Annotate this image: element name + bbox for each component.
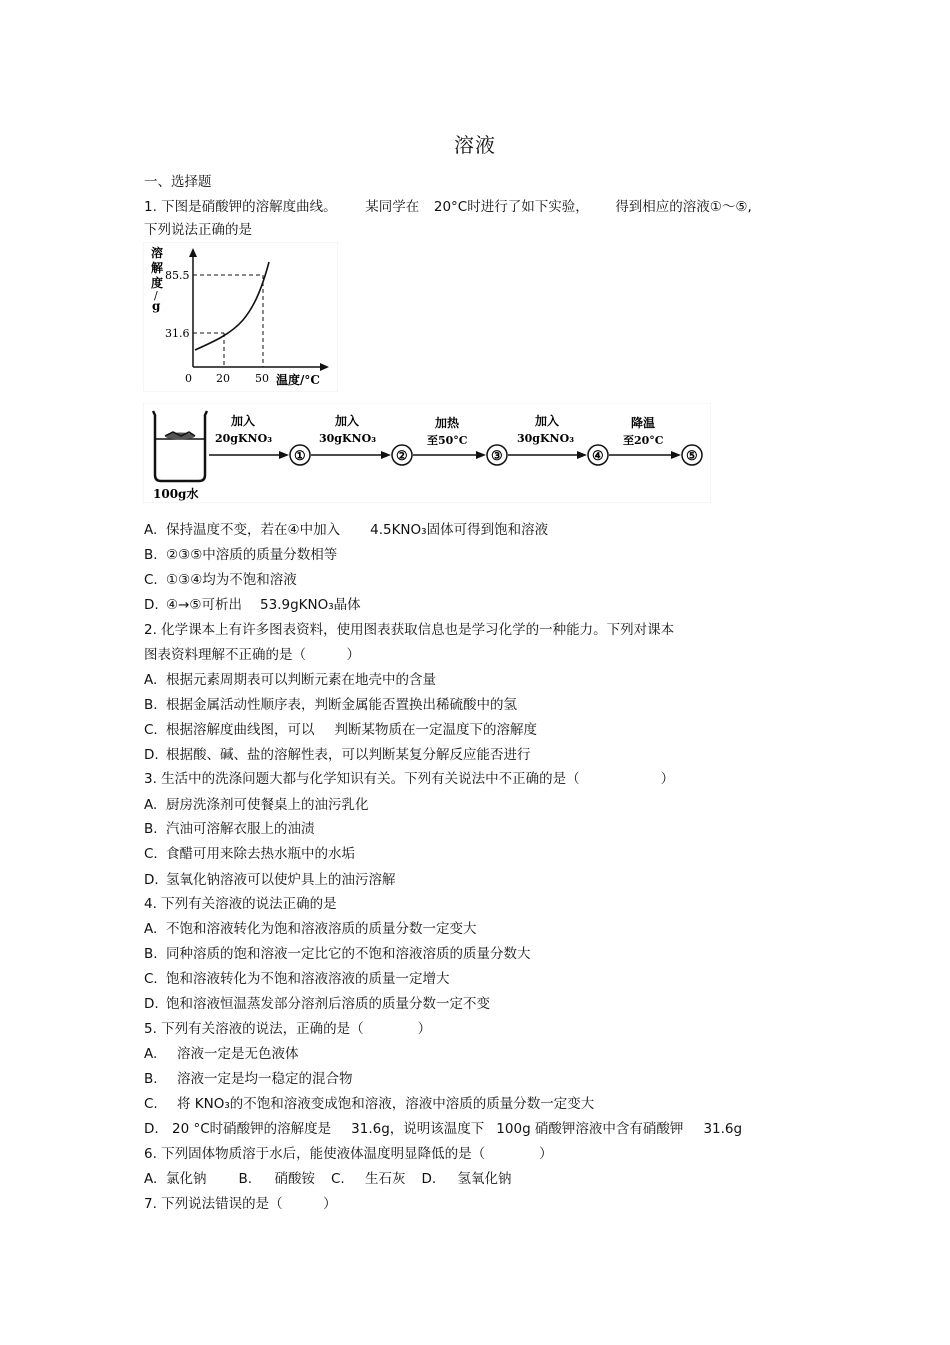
option-letter: B. (238, 1171, 253, 1187)
page-title: 溶液 (454, 133, 496, 157)
option-text: 氢氧化钠 (457, 1171, 512, 1187)
q1-option-b (144, 546, 337, 564)
solution-5: ⑤ (686, 449, 698, 464)
q4-option-b (144, 945, 531, 963)
q2-line1: 2. 化学课本上有许多图表资料，使用图表获取信息也是学习化学的一种能力。下列对课本 (144, 622, 675, 638)
q2-option-c (144, 721, 537, 739)
y-tick-31-6: 31.6 (165, 327, 190, 340)
q2-line2: 图表资料理解不正确的是（ ） (144, 647, 360, 663)
option-letter: D. (144, 747, 159, 763)
option-letter: D. (144, 872, 159, 888)
q3-line1: 3. 生活中的洗涤问题大都与化学知识有关。下列有关说法中不正确的是（ ） (144, 771, 675, 787)
y-label-3: 度 (151, 276, 164, 290)
solution-1: ① (294, 449, 306, 464)
option-text: 氢氧化钠溶液可以使炉具上的油污溶解 (166, 872, 396, 888)
q1-option-c (144, 571, 297, 589)
q1-text-c: 20°C时进行了如下实验， (433, 199, 589, 215)
q7-line1: 7. 下列说法错误的是（ ） (144, 1196, 337, 1212)
option-letter: C. (144, 971, 158, 987)
option-text: 根据酸、碱、盐的溶解性表，可以判断某复分解反应能否进行 (166, 747, 531, 763)
option-text-3: 100g 硝酸钾溶液中含有硝酸钾 (496, 1121, 684, 1137)
solution-2: ② (396, 449, 408, 464)
step5-top: 降温 (631, 416, 656, 430)
option-text: 汽油可溶解衣服上的油渍 (166, 821, 315, 837)
option-text: ①③④均为不饱和溶液 (166, 572, 297, 588)
step1-top: 加入 (231, 414, 256, 428)
q1-line2: 下列说法正确的是 (144, 222, 252, 238)
option-text: ④→⑤可析出 (166, 597, 243, 613)
x-label: 温度/°C (276, 373, 320, 387)
q3-option-c (144, 845, 355, 863)
option-text: 饱和溶液转化为不饱和溶液溶液的质量一定增大 (166, 971, 450, 987)
option-letter: A. (144, 672, 158, 688)
q4-option-c (144, 970, 450, 988)
q4-line1: 4. 下列有关溶液的说法正确的是 (144, 896, 337, 912)
experiment-flow-diagram (143, 403, 711, 503)
option-text: 食醋可用来除去热水瓶中的水垢 (166, 846, 355, 862)
option-text-4: 31.6g (703, 1121, 743, 1137)
q3-option-b (144, 820, 315, 838)
step4-top: 加入 (535, 414, 560, 428)
option-text: 根据金属活动性顺序表，判断金属能否置换出稀硫酸中的氢 (166, 697, 517, 713)
beaker-label: 100g水 (153, 487, 199, 501)
solution-4: ④ (592, 449, 604, 464)
option-letter: A. (144, 522, 158, 538)
q1-text-b: 某同学在 (365, 199, 420, 215)
option-text: ②③⑤中溶质的质量分数相等 (166, 547, 338, 563)
q1-line1 (144, 198, 752, 216)
option-letter: B. (144, 1071, 158, 1087)
solubility-graph (143, 242, 338, 392)
q1-text-d: 得到相应的溶液①～⑤, (615, 199, 752, 215)
option-text-2: 53.9gKNO₃晶体 (260, 597, 361, 613)
option-letter: A. (144, 1046, 158, 1062)
option-letter: C. (331, 1171, 345, 1187)
option-text: 根据溶解度曲线图，可以 (166, 722, 315, 738)
q5-option-b (144, 1070, 353, 1088)
option-letter: B. (144, 697, 158, 713)
y-label-5: g (152, 299, 161, 313)
option-text: 生石灰 (365, 1171, 406, 1187)
x-tick-0: 0 (185, 372, 192, 385)
option-text-2: 4.5KNO₃固体可得到饱和溶液 (370, 522, 549, 538)
step2-bottom: 30gKNO₃ (319, 432, 377, 445)
option-letter: B. (144, 547, 158, 563)
step3-bottom: 至50°C (427, 434, 468, 447)
q4-option-d (144, 995, 490, 1013)
option-text: 溶液一定是均一稳定的混合物 (177, 1071, 353, 1087)
q1-text-a: 1. 下图是硝酸钾的溶解度曲线。 (144, 199, 337, 215)
option-text: 硝酸铵 (274, 1171, 315, 1187)
option-letter: D. (421, 1171, 437, 1187)
x-tick-20: 20 (216, 372, 230, 385)
option-text: 厨房洗涤剂可使餐桌上的油污乳化 (166, 797, 369, 813)
step3-top: 加热 (435, 416, 460, 430)
option-letter: B. (144, 821, 158, 837)
option-text: 氯化钠 (166, 1171, 207, 1187)
q3-option-a (144, 796, 369, 814)
y-label-4: / (154, 289, 158, 302)
q5-option-c (144, 1095, 594, 1113)
option-text: 根据元素周期表可以判断元素在地壳中的含量 (166, 672, 436, 688)
x-tick-50: 50 (255, 372, 269, 385)
step2-top: 加入 (335, 414, 360, 428)
option-text-2: 判断某物质在一定温度下的溶解度 (334, 722, 537, 738)
option-text: 保持温度不变，若在④中加入 (166, 522, 341, 538)
q2-option-d (144, 746, 531, 764)
option-text: 同种溶质的饱和溶液一定比它的不饱和溶液溶质的质量分数大 (166, 946, 531, 962)
q1-option-d (144, 596, 361, 614)
q5-option-d (144, 1120, 742, 1138)
q2-option-a (144, 671, 436, 689)
option-text: 饱和溶液恒温蒸发部分溶剂后溶质的质量分数一定不变 (166, 996, 490, 1012)
option-letter: D. (144, 597, 159, 613)
option-letter: C. (144, 846, 158, 862)
option-text: 20 °C时硝酸钾的溶解度是 (172, 1121, 332, 1137)
option-text: 不饱和溶液转化为饱和溶液溶质的质量分数一定变大 (166, 921, 477, 937)
option-letter: B. (144, 946, 158, 962)
option-text: 溶液一定是无色液体 (177, 1046, 299, 1062)
q4-option-a (144, 920, 477, 938)
option-letter: C. (144, 572, 158, 588)
q6-options (144, 1170, 512, 1188)
step4-bottom: 30gKNO₃ (517, 432, 575, 445)
option-text: 将 KNO₃的不饱和溶液变成饱和溶液，溶液中溶质的质量分数一定变大 (177, 1096, 595, 1112)
section-heading: 一、选择题 (144, 174, 212, 190)
y-tick-85-5: 85.5 (165, 269, 190, 282)
q5-option-a (144, 1045, 299, 1063)
option-letter: A. (144, 1171, 158, 1187)
y-label-2: 解 (151, 261, 164, 275)
option-letter: D. (144, 996, 159, 1012)
q6-line1: 6. 下列固体物质溶于水后，能使液体温度明显降低的是（ ） (144, 1146, 553, 1162)
q5-line1: 5. 下列有关溶液的说法，正确的是（ ） (144, 1021, 432, 1037)
step5-bottom: 至20°C (623, 434, 664, 447)
q1-option-a (144, 521, 548, 539)
option-letter: D. (144, 1121, 159, 1137)
option-text-2: 31.6g，说明该温度下 (351, 1121, 485, 1137)
option-letter: A. (144, 797, 158, 813)
q2-option-b (144, 696, 517, 714)
step1-bottom: 20gKNO₃ (215, 432, 273, 445)
q3-option-d (144, 871, 396, 889)
option-letter: A. (144, 921, 158, 937)
solution-3: ③ (491, 449, 503, 464)
option-letter: C. (144, 722, 158, 738)
y-label-1: 溶 (151, 246, 164, 260)
option-letter: C. (144, 1096, 158, 1112)
